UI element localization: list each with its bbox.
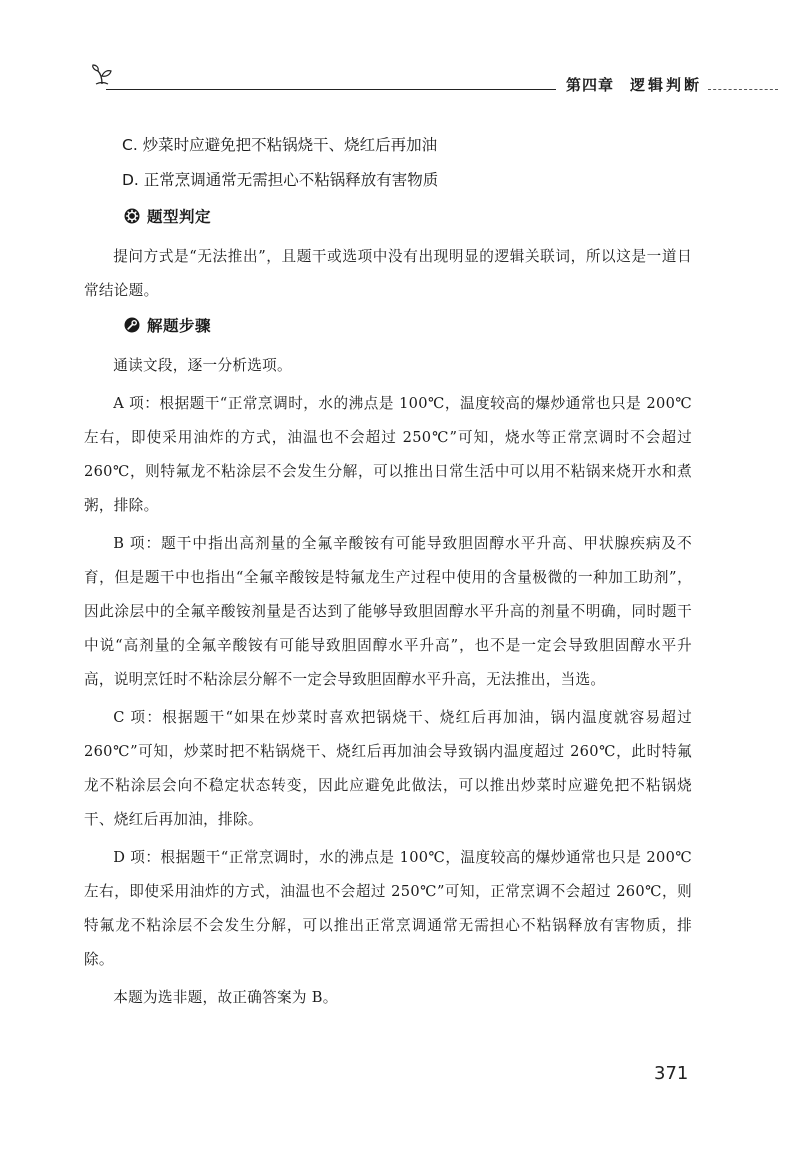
page-number: 371 [654, 1063, 689, 1084]
paragraph: 提问方式是“无法推出”，且题干或选项中没有出现明显的逻辑关联词，所以这是一道日常结论题。 [84, 248, 692, 299]
paragraph-option-c: C 项：根据题干“如果在炒菜时喜欢把锅烧干、烧红后再加油，锅内温度就容易超过 260℃”可知，炒菜时把不粘锅烧干、烧红后再加油会导致锅内温度超过 260℃，此时特氟龙不粘涂层会向不稳定状态转变，因此应避免此做法，可以推出炒菜时应避免把不粘锅烧干、烧红后再加油，排除。 [84, 709, 692, 828]
paragraph-option-b: B 项：题干中指出高剂量的全氟辛酸铵有可能导致胆固醇水平升高、甲状腺疾病及不育，但是题干中也指出“全氟辛酸铵是特氟龙生产过程中使用的含量极微的一种加工助剂”，因此涂层中的全氟辛酸铵剂量是否达到了能够导致胆固醇水平升高的剂量不明确，同时题干中说“高剂量的全氟辛酸铵有可能导致胆固醇水平升高”，也不是一定会导致胆固醇水平升高，说明烹饪时不粘涂层分解不一定会导致胆固醇水平升高，无法推出，当选。 [84, 535, 692, 688]
sprout-logo-icon [90, 64, 114, 86]
paragraph-option-a: A 项：根据题干“正常烹调时，水的沸点是 100℃，温度较高的爆炒通常也只是 200℃左右，即使采用油炸的方式，油温也不会超过 250℃”可知，烧水等正常烹调时不会超过 260℃，则特氟龙不粘涂层不会发生分解，可以推出日常生活中可以用不粘锅来烧开水和煮粥，排除。 [84, 395, 692, 514]
section-heading-judgement [124, 205, 692, 227]
option-d: D. 正常烹调通常无需担心不粘锅释放有害物质 [122, 171, 439, 189]
paragraph-answer: 本题为选非题，故正确答案为 B。 [113, 989, 338, 1006]
paragraph: 通读文段，逐一分析选项。 [113, 357, 292, 374]
gear-icon [124, 208, 140, 224]
section-title: 题型判定 [147, 208, 212, 226]
header-rule [106, 89, 556, 90]
chapter-label: 第四章 [566, 76, 615, 94]
section-title: 解题步骤 [147, 317, 212, 335]
wrench-icon [124, 317, 140, 333]
chapter-title: 逻辑判断 [630, 76, 703, 94]
header-rule-dashed [708, 89, 778, 90]
section-heading-steps [124, 314, 692, 336]
running-header [88, 60, 778, 94]
paragraph-option-d: D 项：根据题干“正常烹调时，水的沸点是 100℃，温度较高的爆炒通常也只是 200℃左右，即使采用油炸的方式，油温也不会超过 250℃”可知，正常烹调不会超过 260℃，则特氟龙不粘涂层不会发生分解，可以推出正常烹调通常无需担心不粘锅释放有害物质，排除。 [84, 849, 692, 968]
option-c: C. 炒菜时应避免把不粘锅烧干、烧红后再加油 [122, 136, 438, 154]
page-content [84, 135, 692, 1019]
